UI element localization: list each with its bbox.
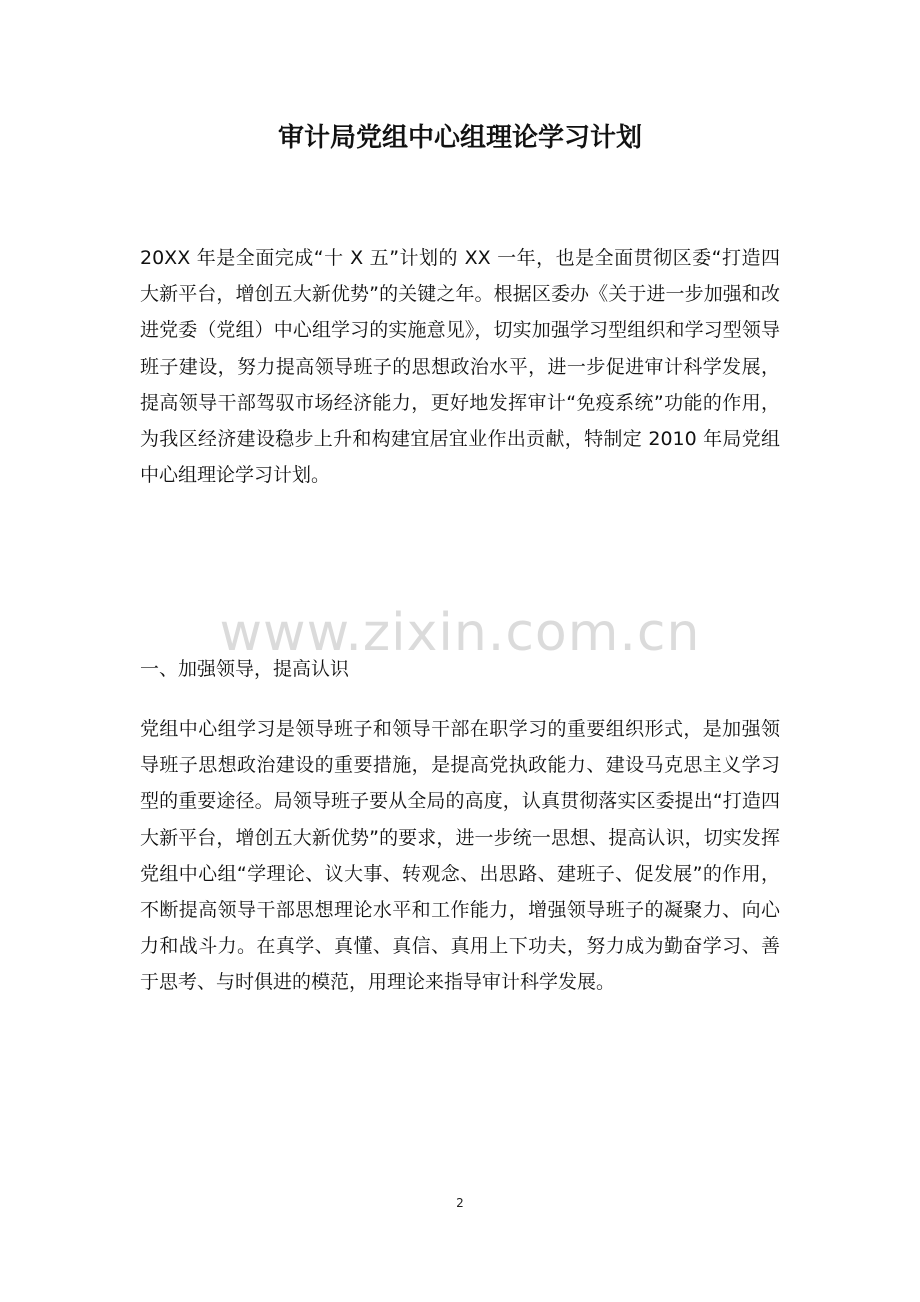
watermark: www.zixin.com.cn [219,603,701,663]
page-number: 2 [456,1196,464,1210]
section-heading: 一、加强领导，提高认识 [140,658,350,680]
document-title: 审计局党组中心组理论学习计划 [277,123,642,153]
section-paragraph: 党组中心组学习是领导班子和领导干部在职学习的重要组织形式，是加强领导班子思想政治建设的重要措施，是提高党执政能力、建设马克思主义学习型的重要途径。局领导班子要从全局的高度，认真贯彻落实区委提出“打造四大新平台，增创五大新优势”的要求，进一步统一思想、提高认识，切实发挥党组中心组“学理论、议大事、转观念、出思路、建班子、促发展”的作用，不断提高领导干部思想理论水平和工作能力，增强领导班子的凝聚力、向心力和战斗力。在真学、真懂、真信、真用上下功夫，努力成为勤奋学习、善于思考、与时俱进的模范，用理论来指导审计科学发展。 [140,718,780,994]
intro-paragraph: 20XX 年是全面完成“十 X 五”计划的 XX 一年，也是全面贯彻区委“打造四大新平台，增创五大新优势”的关键之年。根据区委办《关于进一步加强和改进党委（党组）中心组学习的实施意见》，切实加强学习型组织和学习型领导班子建设，努力提高领导班子的思想政治水平，进一步促进审计科学发展，提高领导干部驾驭市场经济能力，更好地发挥审计“免疫系统”功能的作用，为我区经济建设稳步上升和构建宜居宜业作出贡献，特制定 2010 年局党组中心组理论学习计划。 [140,247,780,487]
